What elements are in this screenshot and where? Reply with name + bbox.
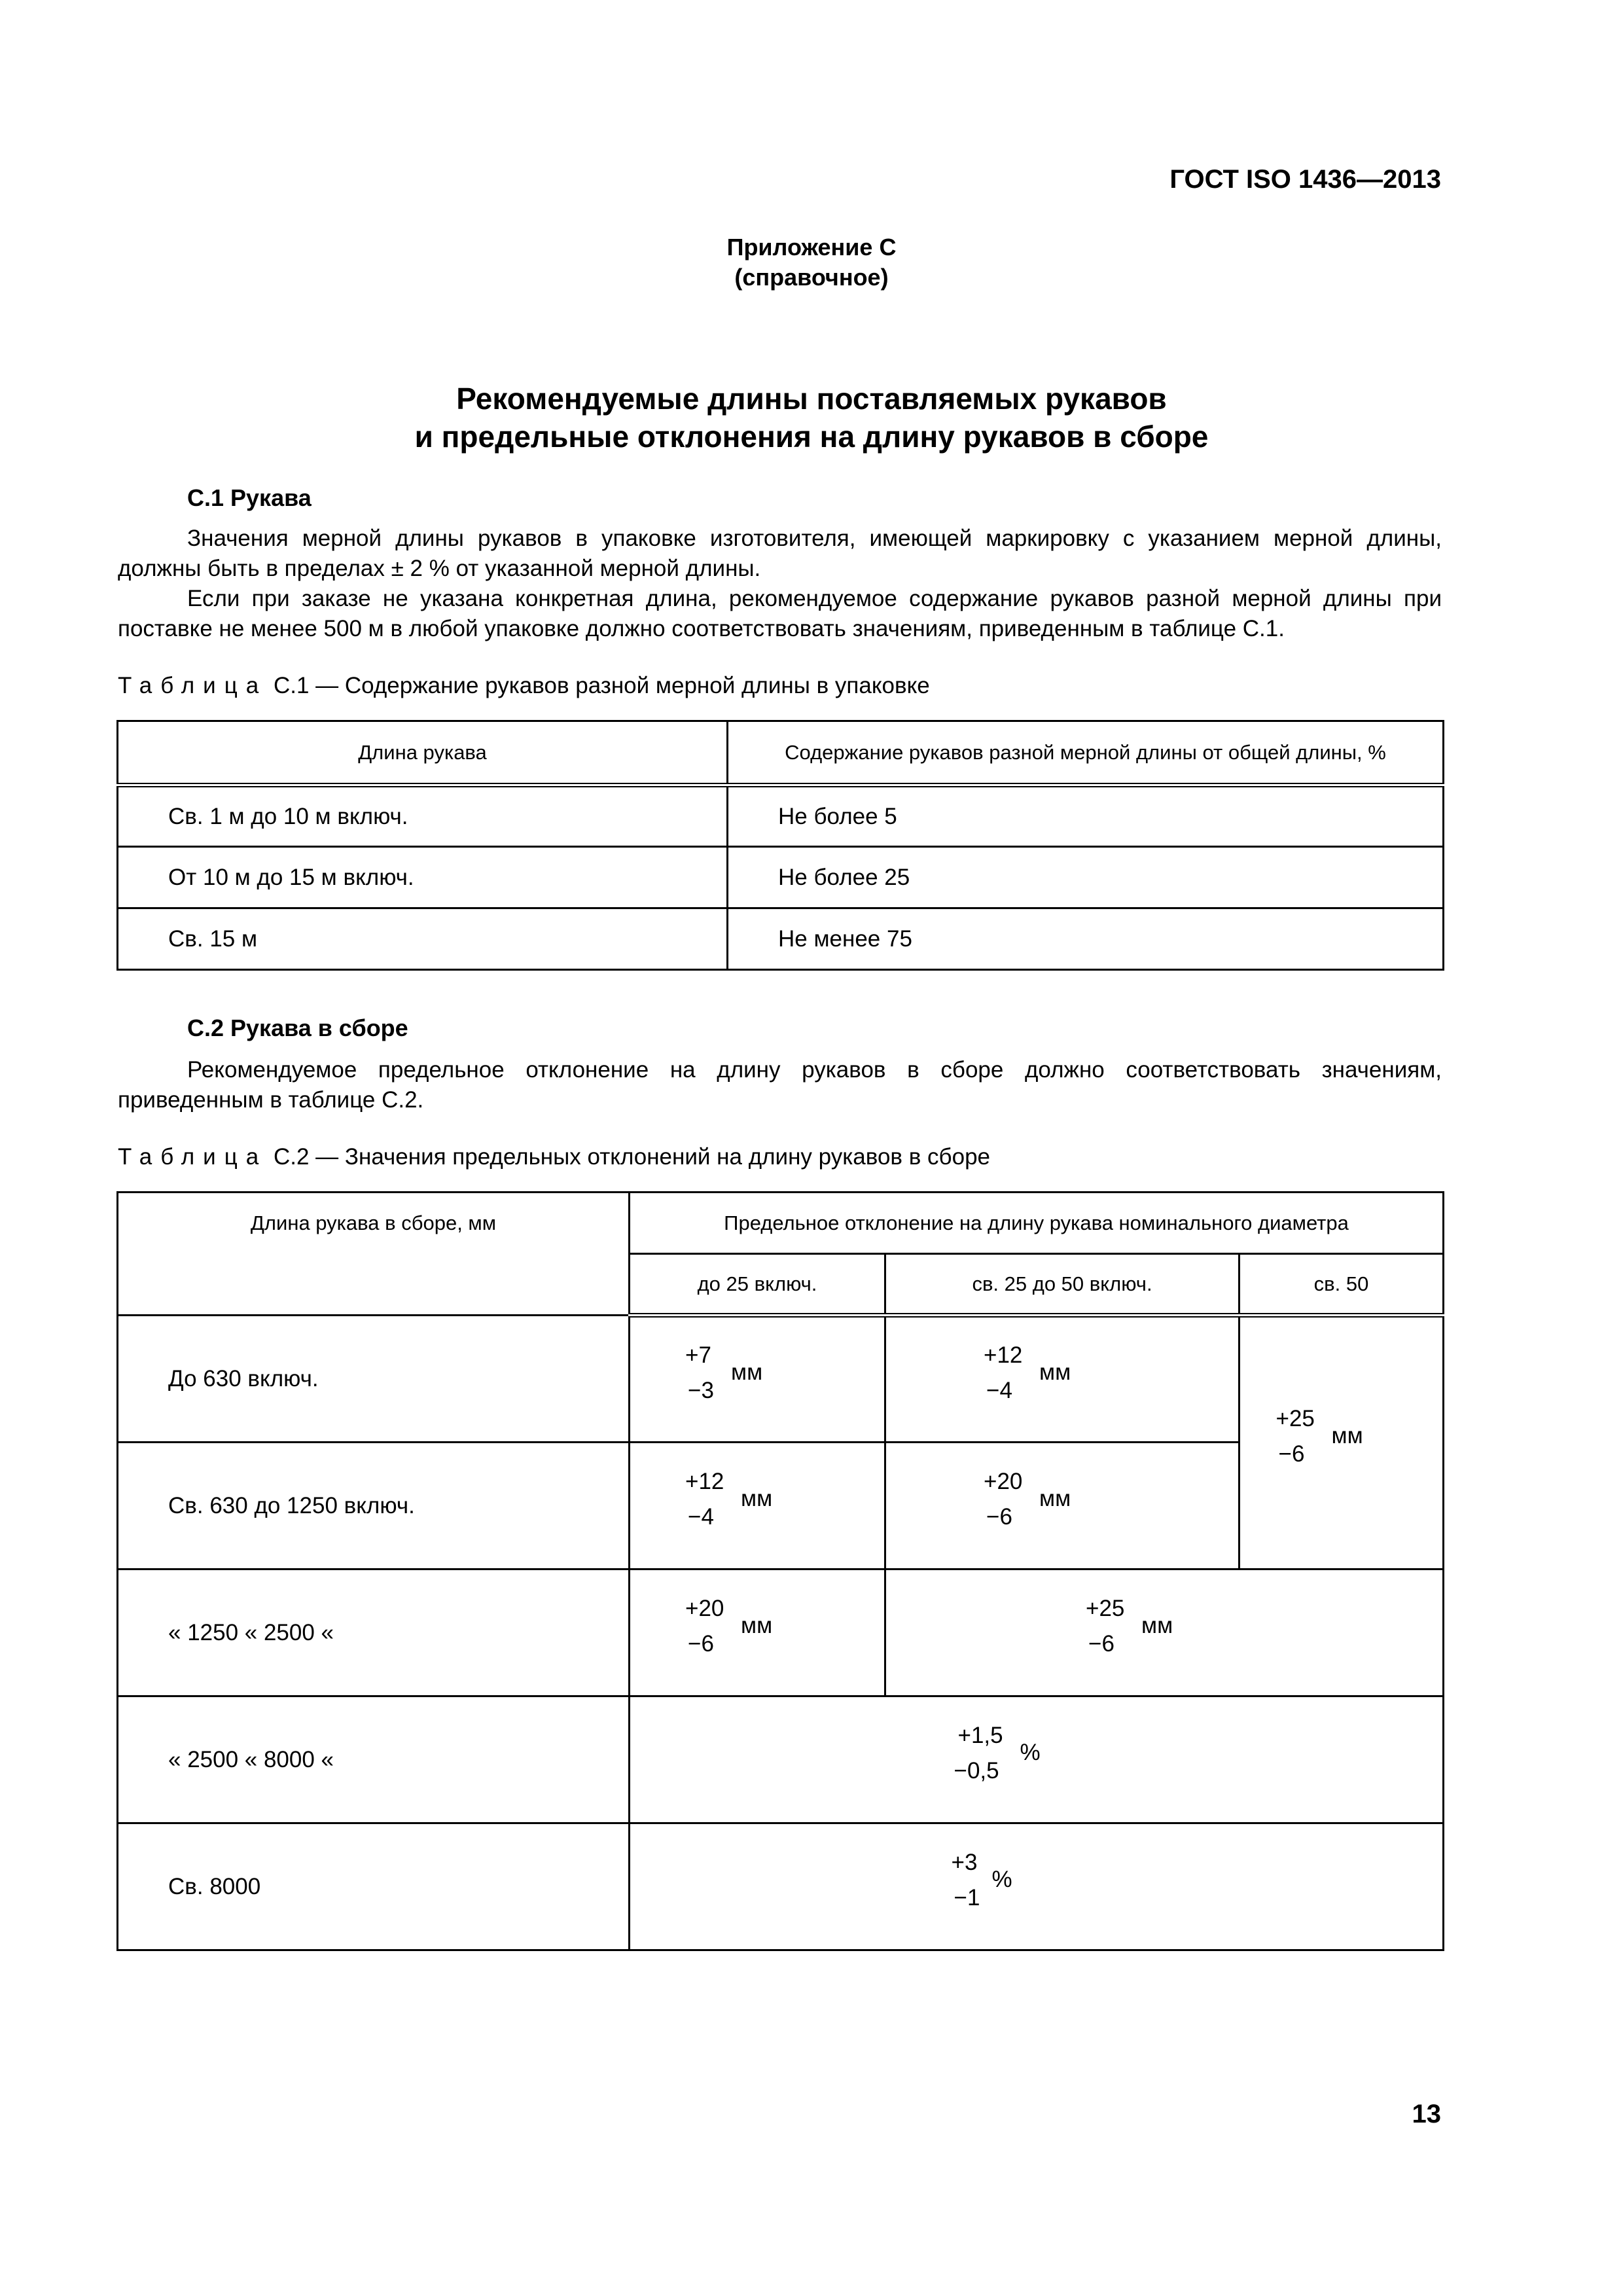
tolerance-cell-merged: +25 −6 мм <box>885 1570 1444 1696</box>
table-row <box>118 908 1444 970</box>
table-header-cell: Содержание рукавов разной мерной длины от общей длины, % <box>728 721 1444 785</box>
table-c2 <box>116 1191 1444 1951</box>
tolerance-cell-merged: +3 −1 % <box>630 1823 1444 1950</box>
tolerance-cell: +7 −3 мм <box>630 1316 885 1443</box>
table-cell: Св. 15 м <box>118 908 728 970</box>
table-header-cell: до 25 включ. <box>630 1254 885 1316</box>
table-cell: Не более 5 <box>728 785 1444 847</box>
tolerance-cell: +12 −4 мм <box>885 1316 1240 1443</box>
title-line-2: и предельные отклонения на длину рукавов в сборе <box>414 420 1209 454</box>
section-c1-paragraph-2: Если при заказе не указана конкретная длина, рекомендуемое содержание рукавов разной мерной длины при поставке не менее 500 м в любой упаковке должно соответствовать значениям, приведенным в таблице С.1. <box>118 586 1442 641</box>
appendix-type: (справочное) <box>734 264 889 291</box>
tolerance-cell: +20 −6 мм <box>630 1570 885 1696</box>
table-header-row <box>118 1193 1444 1254</box>
title-line-1: Рекомендуемые длины поставляемых рукавов <box>456 382 1167 416</box>
tolerance-cell: +20 −6 мм <box>885 1443 1240 1570</box>
table-header-cell: св. 50 <box>1240 1254 1444 1316</box>
table-cell: От 10 м до 15 м включ. <box>118 847 728 908</box>
tolerance-cell: +12 −4 мм <box>630 1443 885 1570</box>
section-c1-paragraph-1: Значения мерной длины рукавов в упаковке изготовителя, имеющей маркировку с указанием мерной длины, должны быть в пределах ± 2 % от указанной мерной длины. <box>118 526 1442 581</box>
table-header-cell: Длина рукава <box>118 721 728 785</box>
table-header-cell: св. 25 до 50 включ. <box>885 1254 1240 1316</box>
section-c1-heading: С.1 Рукава <box>187 484 312 511</box>
table-row <box>118 1696 1444 1823</box>
table-header-row <box>118 721 1444 785</box>
table2-caption: Таблица С.2 — Значения предельных отклонений на длину рукавов в сборе <box>118 1144 991 1170</box>
table-row <box>118 785 1444 847</box>
table-cell: Св. 8000 <box>118 1823 630 1950</box>
table1-caption: Таблица С.1 — Содержание рукавов разной мерной длины в упаковке <box>118 673 930 698</box>
tolerance-cell-merged: +1,5 −0,5 % <box>630 1696 1444 1823</box>
table-header-cell: Предельное отклонение на длину рукава номинального диаметра <box>630 1193 1444 1254</box>
table-row <box>118 1316 1444 1443</box>
appendix-label: Приложение С <box>726 234 897 260</box>
table-c1 <box>116 720 1444 971</box>
document-code: ГОСТ ISO 1436—2013 <box>1169 165 1441 194</box>
table-cell: « 2500 « 8000 « <box>118 1696 630 1823</box>
section-c2-paragraph-1: Рекомендуемое предельное отклонение на длину рукавов в сборе должно соответствовать значениям, приведенным в таблице С.2. <box>118 1057 1442 1113</box>
table-cell: Св. 630 до 1250 включ. <box>118 1443 630 1570</box>
tolerance-cell-merged: +25 −6 мм <box>1240 1316 1444 1570</box>
table-row <box>118 847 1444 908</box>
table-header-cell: Длина рукава в сборе, мм <box>118 1193 630 1316</box>
appendix-heading <box>0 232 1623 293</box>
section-c2-heading: С.2 Рукава в сборе <box>187 1014 408 1041</box>
page-number: 13 <box>1412 2100 1441 2128</box>
table-row <box>118 1570 1444 1696</box>
table-cell: « 1250 « 2500 « <box>118 1570 630 1696</box>
table-cell: Не более 25 <box>728 847 1444 908</box>
table-cell: До 630 включ. <box>118 1316 630 1443</box>
table-cell: Св. 1 м до 10 м включ. <box>118 785 728 847</box>
table-cell: Не менее 75 <box>728 908 1444 970</box>
appendix-title <box>0 380 1623 456</box>
table-row <box>118 1823 1444 1950</box>
